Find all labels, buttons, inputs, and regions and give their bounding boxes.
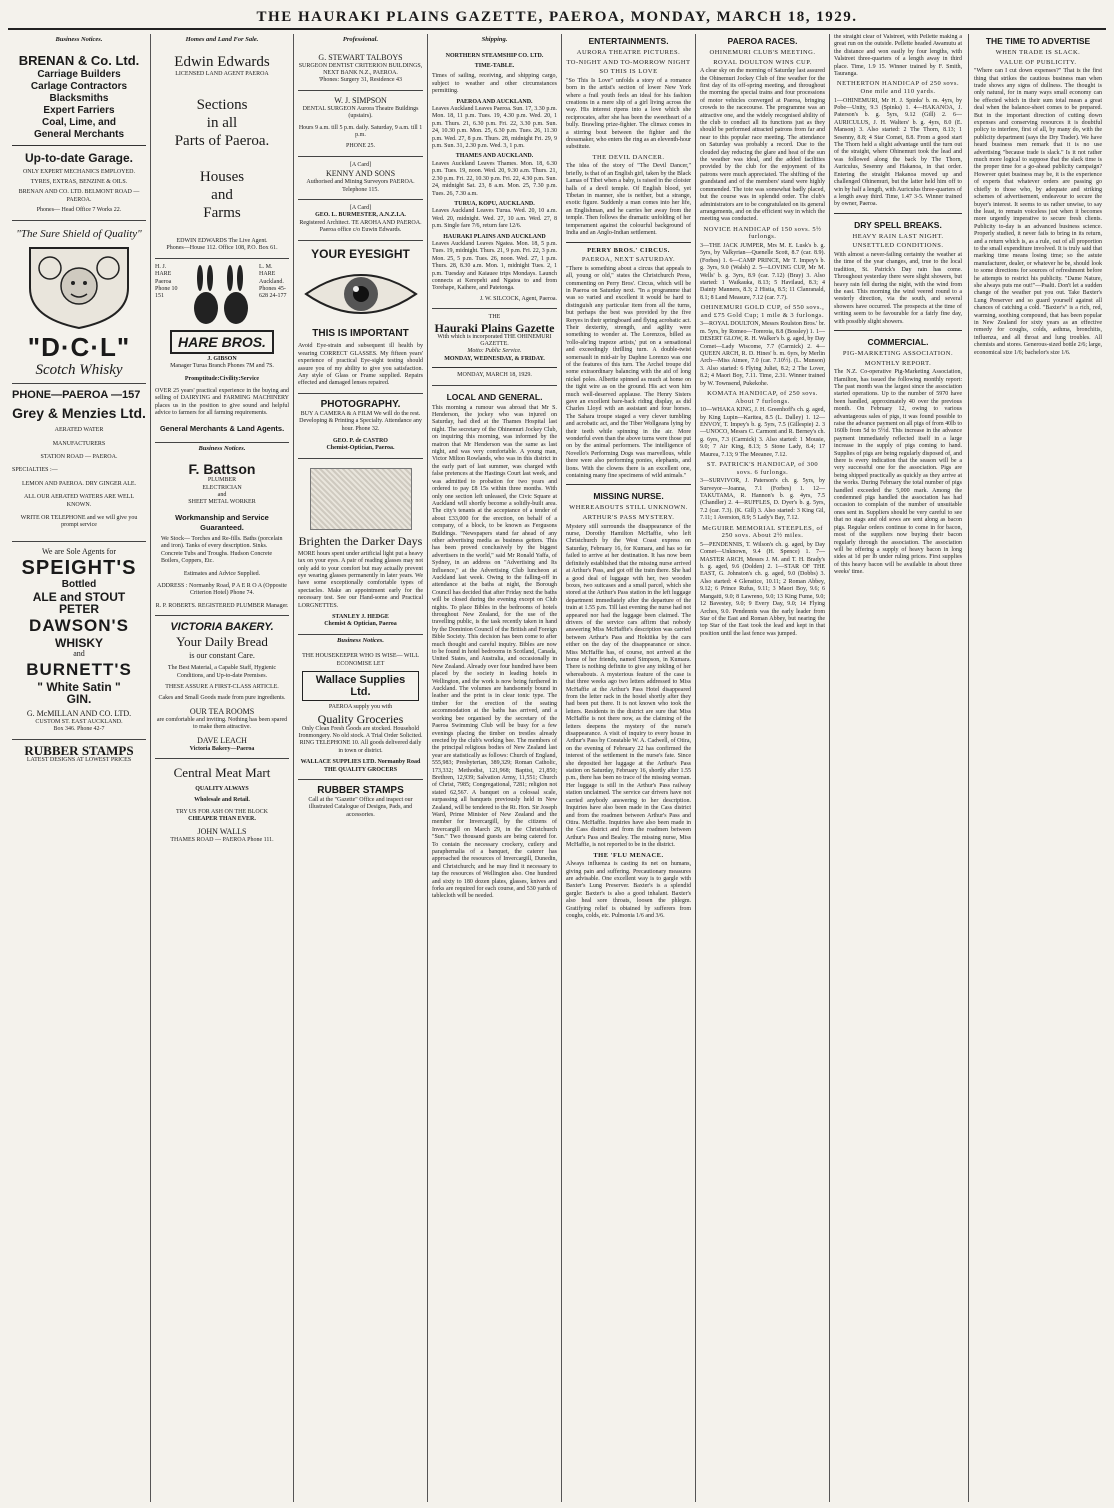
simpson-sub: DENTAL SURGEON Aurora Theatre Buildings (upstairs). <box>302 105 419 120</box>
column-heading: Professional. <box>342 36 379 43</box>
houses-line: and <box>211 187 233 203</box>
talboys-sub: SURGEON DENTIST CRITERION BUILDINGS, NEXT BANK N.Z., PAEROA. <box>298 62 423 76</box>
advertise-heading: THE TIME TO ADVERTISE <box>985 36 1091 46</box>
housekeeper-line: THE HOUSEKEEPER WHO IS WISE— WILL ECONOMISE LET <box>302 653 419 667</box>
circus-sub: PAEROA, NEXT SATURDAY. <box>581 256 676 264</box>
flu-heading: THE 'FLU MENACE. <box>593 851 664 859</box>
grey-line: STATION ROAD — PAEROA. <box>40 454 118 461</box>
kenny-name: KENNY AND SONS <box>325 169 396 179</box>
shield-ad <box>12 221 146 385</box>
battson-sub: ELECTRICIAN <box>202 484 242 491</box>
rubber-title: RUBBER STAMPS <box>24 742 134 758</box>
brighten-text: MORE hours spent under artificial light put a heavy tax on your eyes. A pair of reading glasses may not only add to your comfort but may actually prevent eye wearing glasses permanently in later years. We have some exceptionally comfortable types of spectacles. Make an appointment early for the necessary test. See our Hand-some and Practical LORGNETTES. <box>298 550 423 609</box>
sections-line: Parts of Paeroa. <box>174 133 270 149</box>
stamps-text: Call at the "Gazette" Office and inspect our illustrated Catalogue of Designs, Pads, and accessories. <box>308 797 413 818</box>
grey-menzies-ad <box>12 384 146 542</box>
simpson-name: W. J. SIMPSON <box>334 95 387 105</box>
brenan-line: Carlage Contractors <box>30 80 128 92</box>
race-text: 3—ROYAL DOULTON, Messrs Roulston Bros.' br. m. 5yrs, by Romeo—Toreroia, 8.8 (Bossley) 1. 1—DESERT GLOW, R. H. Walker's b. g. aged, by Day Comet—Lady Wiscome, 7.7 (Carmick) 2. 4—QUEEN ARCH, R. D. Hines' b. m. 6yrs, by Merlin Arch—Miss Aimee, 7.0 (car. 7.10½). (L. Munson) 3. Also started: 6 Flying Juliet, 8.2; 2 The Lover, 8.2; 4 Maori Boy, 7.11. Time, 2.31. Winner trained by W. Townsend, Pukekohe. <box>700 321 825 387</box>
speights-title: SPEIGHT'S <box>21 556 137 579</box>
drought-text: With almost a never-failing certainty the weather at the time of the year changes, and, true to the local tradition, St. Patrick's Day rain has come. Throughout yesterday there were slight showers, but heavy rain fell during the night, with the wind from the east. This morning the wind veered round to a westerly direction, via the south, and several showers have occurred. The prospects at the time of writing seem to be favourable for a fairly fine day, with possibly slight showers. <box>834 251 962 325</box>
grey-line: AERATED WATER <box>54 427 104 434</box>
dawson-and: and <box>73 648 85 658</box>
eye-icon <box>302 262 420 326</box>
rubber-stamps-ad <box>12 740 146 769</box>
tearooms-text: are comfortable and inviting. Nothing has been spared to make them attractive. <box>156 716 288 731</box>
circus-heading: PERRY BROS.' CIRCUS. <box>587 246 670 254</box>
column-heading: Shipping. <box>481 36 508 43</box>
gibson-name: J. GIBSON <box>207 355 237 362</box>
column-heading: Business Notices. <box>198 444 246 452</box>
battson-estimates: Estimates and Advice Supplied. <box>183 570 261 577</box>
shipping-notice <box>432 48 557 310</box>
hare-rabbits-icon <box>186 264 256 328</box>
meat-mart-ad <box>155 759 289 849</box>
speights-ale: ALE and STOUT <box>32 589 126 604</box>
burmester-name: GEO. L. BURMESTER, A.N.Z.I.A. <box>315 212 406 219</box>
film-text: The idea of the story of "The Devil Dancer," briefly, is that of an English girl, taken by the Black Lamas of Tibet when a baby, is raised in the cloister halls of a devil temple. Of English blood, yet Tibetan in manner, she is neither, but a strange, exotic figure. Suddenly a man comes into her life, an Englishman, and he carries her away from the temple. Then follows the dramatic unfolding of her temperament against the colourful background of India and an Anglo-Indian settlement. <box>566 163 691 237</box>
pig-text: The N.Z. Co-operative Pig-Marketing Association, Hamilton, has issued the following monthly report: The past month was the largest since the association started operations. Up to the number of 5970 have been handled, approximately 40 over the previous month. On February 12, owing to various advantageous sales of pigs, it was found possible to raise the advance payment on all pigs of from 40lb to 160lb from 5d to 5½d. This increase in the advance payment immediately reflected itself in a large increase in the supply of pigs coming to hand. Supplies of pigs are being regularly disposed of, and there is every indication that the season will be a very successful one for the association. Pigs are being shipped practically as quickly as they arrive at the works. During February the total number of pigs handled exceeded the 5,000 mark. Among the condemned pigs handled the association has had occasion to complain of the number of unsuitable ones sent in. Suppliers should be very careful to see that no stags and old sows are sent along as bacon pigs. Regular orders continue to come in for bacon, most of the suppliers now buying their bacon regularly through the association. The association will be offering a supply of heavy bacon in long sides at 1d per lb under ruling prices. First supplies of this heavy bacon will be available in about three weeks' time. <box>834 369 962 576</box>
walls-name: JOHN WALLS <box>197 826 247 836</box>
talboys-ad <box>298 48 423 91</box>
bakery-ad <box>155 616 289 759</box>
houses-line: Farms <box>203 205 241 221</box>
local-text: This morning a rumour was abroad that Mr S. Henderson, the jockey who was injured on Saturday, had died at the Thames Hospital last night. The secretary of the Ohinemuri Jockey Club, on inquiring this morning, was informed by the matron that Mr Henderson was the same as last night, and was very comfortable. A young man, Victor Milton Rowlands, who was in this district in the early part of last summer, was charged with false pretences at the Hastings Court last week, and was admitted to probation for two years and ordered to pay £8 15s within three months. With only one section left unleased, the Civic Square at Auckland will shortly become a solidly-built area. The city's tenants at the acceptance of a tender of about £33,000 for the erection, on behalf of a company, of a block, to be known as Fergusons Buildings. "Newspapers stand far ahead of any other advertising media as business getters. This has been proved conclusively by the biggest advertisers in the world," said Mr Ronald Yaffa, of Sydney, in an address on "Advertising and Its Influence," at the Advertising Club luncheon at Auckland last week. Owing to the falling-off in attendance at the baths at night, the Borough Council has decided that after Friday next the baths will be closed during the evening except on Club nights. To place Bibles in the bedrooms of hotels throughout New Zealand, for the use of the travelling public, is the task recently taken in hand by the Dominion Council of the British and Foreign Bible Society. This decision has been come to after much thought and careful inquiry. Bibles are now to be found in hotel bedrooms in Scotland, Canada, United States, and Australia, and occasionally in New Zealand. Already over four hundred have been placed by the society in leading hotels in Wellington, and the work is now being furthered in Auckland. The volumes are handsomely bound in leather and the print is in clear tonic type. The timber for the erection of the seating accommodation at the baths has arrived, and a working bee organised by the secretary of the Paeroa Swimming Club will be busy for a few evenings placing the timber on trestles already erected by the club's working bee. The members of the principal religious bodies of New Zealand last year are statistically as follows: Church of England, 555,983; Presbyterian, 389,329; Roman Catholic, 173,332; Methodist, 121,968; Baptist, 21,850; Brethren, 12,939; Salvation Army, 11,551; Church of Christ, 7985; Congregational, 7281; religion not stated 62,567. A banquet on a colossal scale, surpassing all banquets previously held in New Zealand, will be tendered to the Rt. Hon. Sir Joseph Ward, Prime Minister of New Zealand and the member for Invercargill, by the citizens of Invercargill on March 29, in the Christchurch "Sun." Two thousand guests are being catered for. To contain the necessary crockery, cutlery and paraphernalia of a banquet, the caterer has approached the resources of Invercargill, Dunedin, and Christchurch; and he may find it necessary to tap the resources of Wellington also. One hundred and sixty to 180 dozen plates, glasses, knives and forks are required for each course, and 530 yards of tablecloth will be needed. <box>432 404 557 900</box>
column-1 <box>8 34 151 1502</box>
hedge-name: STANLEY J. HEDGE <box>332 614 389 620</box>
grey-line: WRITE OR TELEPHONE and we will give you prompt service <box>20 515 138 529</box>
brenan-line: Blacksmiths <box>49 92 109 104</box>
arthur-sub: ARTHUR'S PASS MYSTERY. <box>582 514 675 522</box>
dcl-logo: "D·C·L" <box>27 332 131 363</box>
races-text: A clear sky on the morning of Saturday last assured the Ohinemuri Jockey Club of fine weather for the first day of its off-spring meeting, and throughout the morning the special trains and four processions of motor vehicles converged at Paeroa, bringing crowds to the racecourse. The programme was an attractive one, and the widely recognised ability of the club to conduct all its functions just as they should be performed attracted patrons from far and near to this popular race meeting. The attendance on Saturday was probably a record. Due to the clouded day reducing the glare and heat of the sun the weather was ideal, and the added facilities provided by the club for the enjoyment of its patrons were much appreciated. The shifting of the grandstand and of the members' stand were highly commended. The tote was somewhat badly placed, but the course was in splendid order. The club's administrators are to be congratulated on its general arrangements, and on the efficient way in which the meeting was conducted. <box>700 68 825 223</box>
kenny-sub: Authorised and Mining Surveyors PAEROA. Telephone 115. <box>306 179 415 193</box>
agent-sub: LICENSED LAND AGENT PAEROA <box>175 70 269 77</box>
battson-sub: and <box>217 492 227 499</box>
grey-line: MANUFACTURERS <box>52 440 106 447</box>
agent-phones: Phones—House 112. Office 108, P.O. Box 61. <box>166 245 278 252</box>
nameplate-title: Hauraki Plains Gazette <box>434 320 555 335</box>
divider <box>12 145 146 146</box>
eyesight-text: Avoid Eye-strain and subsequent ill health by wearing CORRECT GLASSES. My fifteen years' experience of practical Eye-sight testing should assure you of my ability to give you satisfaction. Any style of Glass or Frame supplied. Repairs effected and damaged lenses repaired. <box>298 343 423 387</box>
route-text: Leaves Auckland Leaves Turua. Wed. 20, 10 a.m. Wed. 20, midnight. Wed. 27, 10 a.m. Wed. 27, 8 p.m. Single fare 7/6, return fare 12/6. <box>432 208 557 230</box>
grey-line: SPECIALTIES :— <box>12 467 58 474</box>
advertise-sub: WHEN TRADE IS SLACK. <box>995 49 1081 56</box>
castro-sub: Chemist-Optician, Paeroa. <box>326 445 395 452</box>
garage-line: Phones— Head Office 7 Works 22. <box>36 207 122 214</box>
tonight-heading: TO-NIGHT AND TO-MORROW NIGHT <box>566 58 691 66</box>
meat-wholesale: Wholesale and Retail. <box>194 797 250 804</box>
grey-line: ALL OUR AERATED WATERS ARE WELL KNOWN. <box>23 494 135 508</box>
brighten-title: Brighten the Darker Days <box>298 533 423 548</box>
eyesight-ad <box>298 241 423 394</box>
hare-bros-ad <box>155 259 289 443</box>
garage-line: ONLY EXPERT MECHANICS EMPLOYED. <box>22 168 136 175</box>
film-title: THE DEVIL DANCER. <box>592 153 665 161</box>
bread-text: The Best Material, a Capable Staff, Hygienic Conditions, and Up-to-date Premises. <box>167 665 277 679</box>
nameplate-motto: Motto: Public Service. <box>467 348 522 355</box>
edwards-ad <box>155 48 289 259</box>
battson-sub: SHEET METAL WORKER <box>188 499 256 506</box>
race-text: 3—SURVIVOR, J. Paterson's ch. g. 5yrs, by Surveyor—Joanna, 7.1 (Forbes) 1. 12—TAKUTAMA, R. Hannon's b. g. 4yrs, 7.5 (Chandler) 2. 4—RUFFLES, D. Dyer's b. g. 5yrs, 7.2 (car. 7.3). (K. Gill) 3. Also started: 3 King Gil, 7.11; 1 Aversion, 8.9; 5 Lady's Bay, 7.12. <box>700 478 825 522</box>
walls-sub: THAMES ROAD — PAEROA Phone 111. <box>170 836 274 843</box>
missing-sub: WHEREABOUTS STILL UNKNOWN. <box>569 504 688 512</box>
race-text: 10—WHAKA KING, J. H. Greenhoff's ch. g. aged, by King Lupin—Karitea, 8.5 (L. Dalley) 1. 12—ENVOY, T. Impey's b. g. 5yrs, 7.5 (Gillespie) 2. 3—UNOCO, Messrs C. Carmont and R. Berney's ch. g. 6yrs, 7.3 (Carmick) 3. Also started: 1 Mousie, 9.0; 7 Air King, 8.13; 5 Stone Lady, 8.4; 17 Maurea, 7.13; 9 The Meeanee, 7.12. <box>700 407 825 458</box>
hare-left: H. J. HARE Paeroa Phone 10 151 <box>155 263 178 300</box>
dawson-peter: PETER <box>58 601 99 616</box>
nameplate-days: MONDAY, WEDNESDAY, & FRIDAY. <box>444 355 545 362</box>
meat-try: TRY US FOR ASH ON THE BLOCK <box>175 808 268 815</box>
hare-text: OVER 25 years' practical experience in the buying and selling of DAIRYING and FARMING MACHINERY places us in the position to give sound and helpful advice to farmers for all farming requirements. <box>155 388 289 417</box>
mcmillan-name: G. McMILLAN AND CO. LTD. <box>26 708 132 718</box>
races-continued: the straight clear of Valstreet, with Pellette making a great run on the outside. Pellette headed Awamutu at the distance and won easily by four lengths, with Valstreet three-quarters of a length away in third place. Time, 1.9 15. Winner trained by F. Smith, Tauranga. <box>834 34 962 78</box>
battson-address: ADDRESS : Normanby Road, P A E R O A (Opposite Criterion Hotel) Phone 74. <box>157 582 287 597</box>
grey-name: Grey & Menzies Ltd. <box>12 405 146 422</box>
missing-heading: MISSING NURSE. <box>593 491 664 502</box>
column-heading: Business Notices. <box>337 636 384 644</box>
issue-date: MONDAY, MARCH 18, 1929. <box>457 372 532 379</box>
route-title: PAEROA AND AUCKLAND. <box>456 98 533 105</box>
simpson-ad <box>298 91 423 157</box>
wallace-foot: WALLACE SUPPLIES LTD. Normanby Road THE QUALITY GROCERS <box>300 759 421 773</box>
hedge-sub: Chemist & Optician, Paeroa <box>324 621 397 628</box>
route-title: THAMES AND AUCKLAND. <box>455 153 534 160</box>
simpson-hours: Hours 9 a.m. till 5 p.m. daily. Saturday, 9 a.m. till 1 p.m. <box>298 124 423 139</box>
sections-line: in all <box>206 115 238 131</box>
dawson-whisky: WHISKY <box>55 635 103 650</box>
route-title: TURUA, KOPU, AUCKLAND. <box>454 200 535 207</box>
race-text: 3—THE JACK JUMPER, Mrs M. E. Lusk's b. g. 5yrs, by Valkyrian—Quenelle Scott, 8.7 (car. 8.9). (Forbes) 1. 6—CAMP PRINCE, Mr T. Impey's b. g. 3yrs, 9.0 (Walsh) 2. 5—LOVING CUP, Mr M. Wells' b. g. 3yrs, 8.9 (car. 7.12) (Bray) 3. Also started: 1 Waikauka, 8.13; 5 Havilaud, 8.3; 4 Dainty Manners, 8.3; 2 Histia, 8.5; 11 Clanranald, 8.1; 8 Land Measure, 7.12 (car. 7.7). <box>700 242 825 301</box>
battson-name: F. Battson <box>188 461 256 478</box>
brenan-line: General Merchants <box>33 128 125 140</box>
circus-text: "There is something about a circus that appeals to all, young or old," states the Christchurch Press, commenting on Perry Bros'. Circus, which will be in Paeroa on Saturday next. "In a programme that was so varied and excellent it would be hard to distinguish any particular item from all the turns, but perhaps the best was provided by the five Reryes in their springboard and flying acrobatic act. Their dexterity, strength, and agility were something to wonder at. The Lorenzos, billed as 'rollo-ale'ing trapeze artists,' put on a sensational and exceedingly thrilling turn. A double-twist somersault in mid-air by Daphne Lorenzo was one of the features of this turn. The Archel troupe did some extraordinary balancing with the aid of long nickel poles. Albertie spinned as much at home on the tight wire as on the ground. His act won him much well-deserved applause. The Henry Sisters gave an excellent bare-back riding display, as did Charles Lloyd with an assistant and four horses. The Sahara troupe staged a very clever tumbling and acrobatic act, and the Tiber Wollgeans lying by their teeth while spinning in the air. More wonderful even than the above turns were those put on by the animal performers. The intelligence of Novello's Performing Dogs was marvellous, while there were also performing ponies, elephants, and lions. With the clowns there is an excellent one, containing many fine specimens of wild animals." <box>566 265 691 480</box>
burnett-name: BURNETT'S <box>26 659 132 679</box>
column-7b <box>968 34 1102 1502</box>
battson-manager: R. P. ROBERTS. REGISTERED PLUMBER Manager. <box>155 602 289 609</box>
film-title: SO THIS IS LOVE <box>599 68 658 76</box>
garage-title: Up-to-date Garage. <box>24 150 133 165</box>
local-heading: LOCAL AND GENERAL. <box>446 391 543 402</box>
hare-logo: HARE BROS. <box>170 330 274 354</box>
race-title: OHINEMURI GOLD CUP, of 550 sovs., and £75 Gold Cup; 1 mile & 3 furlongs. <box>700 304 825 319</box>
column-7a <box>834 34 962 1502</box>
houses-line: Houses <box>199 169 245 185</box>
groceries-title: Quality Groceries <box>317 711 404 726</box>
meat-title: Central Meat Mart <box>173 764 271 780</box>
photo-text: BUY A CAMERA & A FILM We will do the rest. Developing & Printing a Specialty. Attendance any hour. Phone 32. <box>299 410 422 432</box>
masthead: THE HAURAKI PLAINS GAZETTE, PAEROA, MONDAY, MARCH 18, 1929. <box>8 6 1106 30</box>
burmester-ad <box>298 200 423 241</box>
race-title: ST. PATRICK'S HANDICAP, of 300 sovs. 6 furlongs. <box>706 461 819 476</box>
photo-title: PHOTOGRAPHY. <box>320 398 401 410</box>
flu-text: Always influenza is casting its net on humans, giving pain and suffering. Precautionary measures are advisable. One excellent way is to gargle with Baxter's Lung Preserver. Baxter's is a splendid gargle: Baxter's is also a good inhalant. Baxter's also heal sore throats, loosen the phlegm. Gratifying relief is obtained by sufferers from coughs, colds, etc. Pulmonia 1/6 and 3/6. <box>566 861 691 919</box>
shipping-company: NORTHERN STEAMSHIP CO. LTD. <box>445 52 544 59</box>
battson-sub: PLUMBER <box>207 477 237 484</box>
column-heading: Homes and Land For Sale. <box>185 36 259 43</box>
hedge-ad <box>298 459 423 635</box>
grey-line: LEMON AND PAEROA. DRY GINGER ALE. <box>21 480 137 487</box>
dawson-name: DAWSON'S <box>29 615 129 635</box>
brenan-name: BRENAN & Co. Ltd. <box>18 52 140 68</box>
card-label: [A Card] <box>349 205 372 212</box>
race-title: KOMATA HANDICAP, of 250 sovs. About 7 furlongs. <box>707 390 818 405</box>
talboys-phone: 'Phones: Surgery 31, Residence 43 <box>318 77 403 84</box>
column-7 <box>830 34 1106 1502</box>
route-title: HAURAKI PLAINS AND AUCKLAND <box>443 233 546 240</box>
rubber-sub: LATEST DESIGNS AT LOWEST PRICES <box>26 756 132 763</box>
shipping-agent: J. W. SILCOCK, Agent, Paeroa. <box>479 295 557 302</box>
battson-stock: We Stock— Torches and Re-fills. Baths (porcelain and iron). Tanks of every description. Sinks. Concrete Tubs and Troughs. Hudson Concrete Boilers, Coppers, Etc. <box>161 535 283 565</box>
agent-foot: EDWIN EDWARDS The Live Agent. <box>176 238 268 244</box>
route-text: Leaves Auckland Leaves Paeroa. Sun. 17, 3.30 p.m. Mon. 18, 11 p.m. Tues. 19, 4.30 p.m. Wed. 20, 1 p.m. Thurs. 21, 6.30 p.m. Fri. 22, 3.30 p.m. Sun. 24, 10.30 p.m. Mon. 25, 6.30 p.m. Tues. 26, 11.30 p.m. Wed. 27, 8 p.m. Thurs. 28, midnight Fri. 29, 9 p.m. Sun. 31, 2.30 p.m. Wed. 3, 1 p.m. <box>432 106 557 150</box>
garage-line: TYRES, EXTRAS, BENZINE & OILS. <box>30 179 128 185</box>
phone-line: PHONE—PAEROA —157 <box>12 389 141 402</box>
simpson-phone: PHONE 25. <box>345 143 375 150</box>
wallace-ad <box>298 648 423 780</box>
bread-assure: THESE ASSURE A FIRST-CLASS ARTICLE. <box>165 683 279 690</box>
bread-title: Your Daily Bread <box>176 634 268 650</box>
wallace-sub: PAEROA supply you with <box>328 704 393 711</box>
races-sub: OHINEMURI CLUB'S MEETING. <box>709 49 816 56</box>
castro-name: GEO. P. de CASTRO <box>333 437 388 444</box>
burnett-satin: " White Satin " <box>37 679 121 694</box>
column-4 <box>428 34 562 1502</box>
brenan-line: Carriage Builders <box>37 68 121 80</box>
kenny-ad <box>298 157 423 200</box>
leach-sub: Victoria Bakery—Paeroa <box>189 745 255 752</box>
gazette-nameplate <box>432 309 557 385</box>
gin-label: GIN. <box>66 691 92 706</box>
bakery-title: VICTORIA BAKERY. <box>170 621 274 634</box>
agents-line: We are Sole Agents for <box>42 546 116 556</box>
groceries-text: Only Clean Fresh Goods are stocked. Household Ironmongery. No old stock. A Trial Order Solicited. RING TELEPHONE 10. All goods delivered daily in town or district. <box>298 725 423 754</box>
advertise-sub: VALUE OF PUBLICITY. <box>999 58 1077 66</box>
drought-sub: UNSETTLED CONDITIONS. <box>852 242 944 250</box>
film-text: "So This Is Love" unfolds a story of a romance born in the artist's section of lower New York where a frail youth feels an ideal for his fashion creations in a mere slip of a girl living across the way. His interest ripens into a love which she reciprocates, after she has been the sweetheart of a bully. Brawling prize-fighter. The climax comes in a stirring bout between the fighter and the dressmaker, who enters the ring as an eleventh-hour substitute. <box>566 77 691 151</box>
shield-slogan: "The Sure Shield of Quality" <box>16 227 142 240</box>
bread-cakes: Cakes and Small Goods made from pure ingredients. <box>158 695 286 702</box>
columns <box>8 34 1106 1502</box>
photography-ad <box>298 394 423 459</box>
advertise-text: "Where can I cut down expenses?" That is the first thing that strikes the cautious business man when trade shows any signs of dullness. The thought is only natural, for in many ways small economy can be effected which in their sum total mean a great deal when the balance-sheet comes to be prepared. But in the important direction of cutting down expenses and conserving resources it is doubtful policy to interfere, first of all, by many do, with the publicity department (says the Dry Trader). We have heard business men remark that it is no use advertising "because trade is slack." Is it not rather much more logical to suppose that the slack time is the proper time for a go-ahead publicity campaign? However quiet business may be, it is the experience of experts that whatever orders are passing go chiefly to those who, by adequate and striking schemes of advertisement, endeavour to secure the buyer's interest. It seems to us rather unwise, to say the least, to remain voiceless just when it becomes more urgently imperative to secure fresh clients. Publicity to-day is an advanced business science. Properly studied, it never fails to bring in its return, and a return which is, as a rule, out of all proportion to the small expenditure involved. It is truly said that marking time means losing time; so the astute manufacturer, dealer, or whatever he be, should look to some directions for sources of refreshment before he attempts to restrict his publicity. "Dame Nature, she always puts me out!"—Psalti. Don't let a sudden change of the weather put you out. Take Baxter's Lung Preserver and so guard yourself against all chances of catching a cold. "Baxter's" is a rich, red, warming, soothing compound, that has been popular in New Zealand for sixty years as an effective remedy for coughs, colds, asthma, bronchitis, influenza, and all throat and lung troubles. All chemists and stores. Generous-sized bottle 2/6; large, economical size 1/6; bachelor's size 1/6. <box>974 68 1102 356</box>
talboys-name: G. STEWART TALBOYS <box>318 52 403 62</box>
sections-line: Sections <box>196 97 248 113</box>
route-text: Leaves Auckland Leaves Thames. Mon. 18, 6.30 p.m. Tues. 19, noon. Wed. 20, 9.30 a.m. Thurs. 21, 2.30 p.m. Fri. 22, 10.30 p.m. Fri. 22, 4.30 p.m. Sun. 24, midnight Sat. 23, 8 a.m. Mon. 25, 7.30 p.m. Tues. 26, 7.30 a.m. <box>432 160 557 197</box>
race-text: 5—PENDENNIS, T. Wilson's ch. g. aged, by Day Comet—Unknown, 9.4 (H. Spence) 1. 7—MASTER ARCH, Messrs J. M. and T. H. Brady's b. g. aged, 9.6 (Dolden) 2. 1—STAR OF THE EAST, G. Johnston's ch. g. aged, 9.0 (Dobbs) 3. Also started: 4 Glenstice, 10.11; 2 Roman Abbey, 9.12; 6 Prince Rufus, 9.11; 3 Maori Boy, 9.6; 6 Mangaiti, 9.0; 8 Lawreno, 9.0; 13 King Fume, 9.0; 12 Bavestey, 9.0; 9 Every Day, 9.0; 14 Flying Arches, 9.0. Pendennis was the early leader from Star of the East and Roman Abbey, but nearing the top Star of the East took the lead and kept in that position until the last fence was jumped. <box>700 541 825 637</box>
route-text: Leaves Auckland Leaves Ngatea. Mon. 18, 5 p.m. Tues. 19, midnight. Thurs. 21, 9 p.m. Fri. 22, 3 p.m. Mon. 25, 5 p.m. Tues. 26, noon. Wed. 27, 1 p.m. Thurs. 28, 8.30 a.m. Mon. 1, midnight Tues. 2, 1 p.m. Tuesday and Kaiauee trips Mondays. Launch connects at Kerepehi and Ngatea to and from Torehape, Kaihere, and Patetonga. <box>432 240 557 292</box>
entertainments-heading: ENTERTAINMENTS. <box>588 36 669 46</box>
column-heading: Business Notices. <box>55 36 103 43</box>
garage-line: BRENAN AND CO. LTD. BELMONT ROAD — PAEROA. <box>18 189 140 203</box>
lamp-illustration <box>310 468 412 530</box>
aurora-heading: AURORA THEATRE PICTURES. <box>576 49 681 56</box>
mcmillan-box: Box 346. Phone 42-7 <box>53 726 105 733</box>
shipping-intro: Times of sailing, receiving, and shipping cargo, subject to weather and other circumstances permitting. <box>432 73 557 95</box>
races-sub: ROYAL DOULTON WINS CUP. <box>713 58 812 66</box>
mcmillan-ad <box>12 542 146 740</box>
battson-ad <box>155 456 289 616</box>
stamps-title: RUBBER STAMPS <box>317 785 404 797</box>
mcmillan-address: CUSTOM ST. EAST AUCKLAND. <box>35 718 123 725</box>
general-merchants: General Merchants & Land Agents. <box>159 423 285 433</box>
eyesight-title: YOUR EYESIGHT <box>311 246 410 261</box>
bread-sub: is our constant Care. <box>189 651 255 661</box>
commercial-heading: COMMERCIAL. <box>867 336 929 347</box>
important-title: THIS IS IMPORTANT <box>312 328 409 340</box>
card-label: [A Card] <box>349 161 372 168</box>
brenan-line: Expert Farriers <box>43 104 115 116</box>
drought-heading: DRY SPELL BREAKS. <box>854 219 942 230</box>
meat-quality: QUALITY ALWAYS <box>195 785 249 792</box>
wallace-name: Wallace Supplies Ltd. <box>302 671 419 701</box>
agent-name: Edwin Edwards <box>174 53 270 70</box>
race-title: NOVICE HANDICAP of 150 sovs. 5½ furlongs. <box>703 225 822 241</box>
promptitude: Promptitude:Civility:Service <box>184 375 260 382</box>
timetable-title: TIME-TABLE. <box>474 63 515 69</box>
hare-right: L. M. HARE Auckland. Phones 45-628 24-177 <box>259 263 287 300</box>
scotch-whisky: Scotch Whisky <box>35 362 123 379</box>
workmanship: Workmanship and Service Guaranteed. <box>175 512 269 532</box>
pig-heading: PIG-MARKETING ASSOCIATION. <box>842 349 954 357</box>
column-5 <box>562 34 696 1502</box>
meat-cheaper: CHEAPER THAN EVER. <box>188 816 256 823</box>
column-3 <box>294 34 428 1502</box>
pig-sub: MONTHLY REPORT. <box>864 359 932 367</box>
race-title: McGUIRE MEMORIAL STEEPLES, of 250 sovs. About 2½ miles. <box>702 524 823 540</box>
missing-text: Mystery still surrounds the disappearance of the nurse, Dorothy Hamilton McHaffie, who left Christchurch by the West Coast express on Saturday, February 16, for Kumara, and has so far failed to arrive at her destination. It has now been definitely established that the missing nurse arrived at Arthur's Pass, and got off the train there. She had a good deal of luggage with her, two wooden boxes, two suitcases and a small parcel, which she stored at the Arthur's Pass station in the left luggage department immediately after the departure of the train at 1.55 p.m. Till last evening the nurse had not appeared nor had the luggage been claimed. The drivers of the service cars affirm that nobody answering Miss McHaffie's description was carried between Arthur's Pass and Hokitika by the cars either on the day of the disappearance or since. Miss McHaffie has, of course, not arrived at the home of her friends, named Simpson, in Kumara. There is nothing definite to give any inkling of her whereabouts. A mysterious feature of the case is that three weeks ago two letters addressed to Miss McHaffie at the Arthur's Pass Hotel disappeared from the letter rack in the hostel shortly after they had been put there. It is not known who took the letters. Residents in the district are sure that Miss McHaffie is not there now, as the claiming of the letters deepens the mystery of the nurse's disappearance. A visit of inquiry to every house in Arthur's Pass by Constable W. A. Cadwell, of Otira, on the evening of February 22 has confirmed the interest of the settlement in the nurse's fate. Since she deposited her luggage at the Arthur's Pass station on Saturday, February 16, shortly after 1.55 p.m., there has been no trace of the missing woman. Her luggage is still in the Arthur's Pass railway station unclaimed. The service car drivers have not carried anybody answering to her description. Inquiries have also been made in the Cass district and from the roadmen between Arthur's Pass and Otira. McHaffie. Inquiries have also been made in the Cass district and from the roadmen between Arthur's Pass and Bealey. The missing nurse, Miss McHaffie, is not reported to be in the district. <box>566 523 691 849</box>
leach-name: DAVE LEACH <box>197 735 247 745</box>
brenan-ad <box>12 48 146 221</box>
race-text: 1—OHINEMURI, Mr H. J. Spinks' b. m. 4yrs, by Pobe—Unity, 9.3 (Spinks) 1. 4—HAKANOA, J. Paterson's b. g. 5yrs, 9.12 (Gill) 2. 6—AURICULUS, J. H. Walters' b. g. 4yrs, 8.0 (E. Manson) 3. Also started: 2 The Thorn, 8.13; 1 Sesenny, 8.8; 4 Star Comet, 8.8. From a good start The Thorn held a slight advantage until the turn out of the straight, where Ohinemuri took the lead and was followed along the back by The Thorn, Auriculus, Sesenny and Hakanoa, in that order. Entering the straight Hakanoa moved up and challenged Ohinemuri, but the latter held him off to win by half a length, with Auriculus three-quarters of a length away third. Time, 1.47 3-5. Winner trained by owner, Paeroa. <box>834 97 962 208</box>
race-title: NETHERTON HANDICAP of 250 sovs. One mile and 110 yards. <box>836 80 960 96</box>
shield-emblem-icon <box>20 242 138 330</box>
tearooms-title: OUR TEA ROOMS <box>189 706 255 716</box>
gazette-stamps-ad <box>298 780 423 824</box>
speights-bottled: Bottled <box>61 578 97 590</box>
nameplate-the: THE <box>488 314 501 321</box>
gibson-sub: Manager Turua Branch Phones 7M and 7S. <box>170 363 274 370</box>
nameplate-sub: With which is incorporated THE OHINEMURI GAZETTE. <box>437 333 552 347</box>
brenan-line: Coal, Lime, and <box>42 116 116 128</box>
column-2 <box>151 34 294 1502</box>
drought-sub: HEAVY RAIN LAST NIGHT. <box>852 232 944 240</box>
column-6 <box>696 34 830 1502</box>
burmester-sub: Registered Architect. TE AROHA AND PAEROA. Paeroa office c/o Euwin Edwards. <box>299 219 422 234</box>
races-heading: PAEROA RACES. <box>727 36 798 46</box>
